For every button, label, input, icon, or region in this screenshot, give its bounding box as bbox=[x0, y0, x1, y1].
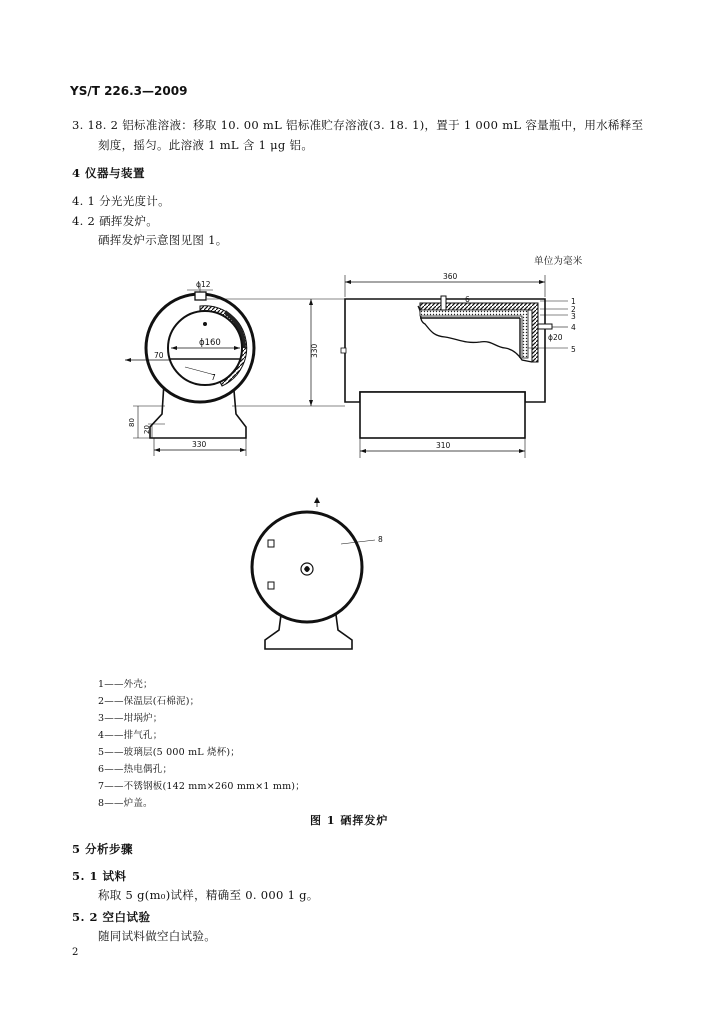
clause-5-2-text: 随同试料做空白试验。 bbox=[98, 929, 216, 943]
clause-3-18-2-line2: 刻度，摇匀。此溶液 1 mL 含 1 μg 铝。 bbox=[98, 138, 314, 152]
side-view bbox=[341, 275, 568, 458]
dim-20: 20 bbox=[143, 425, 151, 434]
legend-item: 7——不锈钢板(142 mm×260 mm×1 mm)； bbox=[98, 781, 305, 792]
clause-5-1-text: 称取 5 g(m₀)试样，精确至 0. 000 1 g。 bbox=[98, 888, 319, 902]
legend-item: 4——排气孔； bbox=[98, 730, 163, 741]
figure-reference-note: 硒挥发炉示意图见图 1。 bbox=[98, 233, 228, 247]
callout-1: 1 bbox=[571, 297, 576, 306]
side-base bbox=[360, 392, 525, 438]
callout-2: 2 bbox=[571, 305, 576, 314]
callout-3: 3 bbox=[571, 312, 576, 321]
section-4-heading: 4 仪器与装置 bbox=[72, 166, 146, 180]
dim-360: 360 bbox=[443, 272, 458, 281]
dim-d160: ϕ160 bbox=[199, 338, 221, 348]
standard-number: YS/T 226.3—2009 bbox=[70, 84, 188, 98]
legend-item: 6——热电偶孔； bbox=[98, 764, 173, 775]
legend-item: 8——炉盖。 bbox=[98, 798, 153, 809]
page-number: 2 bbox=[72, 947, 79, 958]
dim-d20-hole: ϕ20 bbox=[548, 333, 563, 342]
figure-caption: 图 1 硒挥发炉 bbox=[310, 814, 389, 827]
legend-item: 1——外壳； bbox=[98, 679, 153, 690]
dim-330-width: 330 bbox=[192, 440, 207, 449]
callout-7: 7 bbox=[211, 373, 216, 382]
callout-6: 6 bbox=[465, 295, 470, 304]
unit-note: 单位为毫米 bbox=[534, 256, 583, 267]
callout-8: 8 bbox=[378, 535, 383, 544]
section-5-heading: 5 分析步骤 bbox=[72, 842, 134, 856]
dim-330-height: 330 bbox=[310, 343, 319, 358]
legend-item: 2——保温层(石棉泥)； bbox=[98, 696, 200, 707]
dim-80: 80 bbox=[128, 418, 136, 427]
dim-310: 310 bbox=[436, 441, 451, 450]
legend-item: 5——玻璃层(5 000 mL 烧杯)； bbox=[98, 747, 241, 758]
callout-5: 5 bbox=[571, 345, 576, 354]
callout-4: 4 bbox=[571, 323, 576, 332]
top-port bbox=[195, 292, 206, 300]
legend-item: 3——坩埚炉； bbox=[98, 713, 163, 724]
clause-5-1-heading: 5. 1 试料 bbox=[72, 869, 127, 883]
dim-70: 70 bbox=[154, 351, 164, 360]
lid-view bbox=[252, 497, 375, 649]
clause-3-18-2-line1: 3. 18. 2 铝标准溶液：移取 10. 00 mL 铝标准贮存溶液(3. 18. 1)，置于 1 000 mL 容量瓶中，用水稀释至 bbox=[72, 118, 644, 132]
clause-5-2-heading: 5. 2 空白试验 bbox=[72, 910, 151, 924]
clause-4-2: 4. 2 硒挥发炉。 bbox=[72, 214, 159, 228]
dim-d12: ϕ12 bbox=[196, 280, 211, 289]
clause-4-1: 4. 1 分光光度计。 bbox=[72, 194, 170, 208]
